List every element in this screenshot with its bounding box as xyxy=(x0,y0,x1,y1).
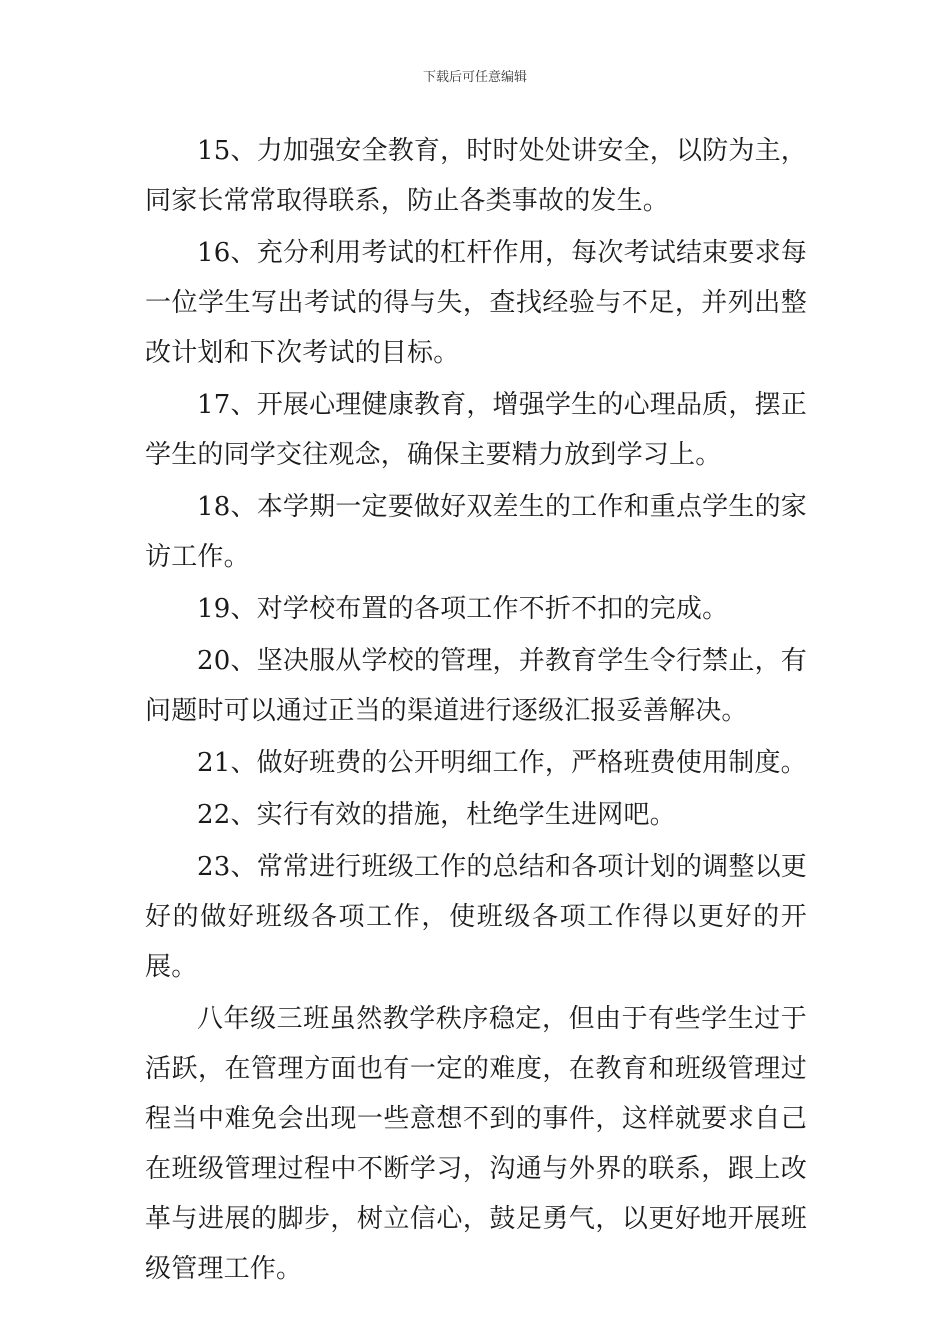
paragraph-15: 15、力加强安全教育，时时处处讲安全，以防为主，同家长常常取得联系，防止各类事故的发生。 xyxy=(145,136,807,216)
paragraph-18: 18、本学期一定要做好双差生的工作和重点学生的家访工作。 xyxy=(145,492,807,572)
paragraph-17: 17、开展心理健康教育，增强学生的心理品质，摆正学生的同学交往观念，确保主要精力放到学习上。 xyxy=(145,390,807,470)
paragraph-16: 16、充分利用考试的杠杆作用，每次考试结束要求每一位学生写出考试的得与失，查找经验与不足，并列出整改计划和下次考试的目标。 xyxy=(145,238,807,368)
paragraph-19: 19、对学校布置的各项工作不折不扣的完成。 xyxy=(197,594,729,624)
paragraph-22: 22、实行有效的措施，杜绝学生进网吧。 xyxy=(197,800,676,830)
paragraph-summary: 八年级三班虽然教学秩序稳定，但由于有些学生过于活跃，在管理方面也有一定的难度，在教育和班级管理过程当中难免会出现一些意想不到的事件，这样就要求自己在班级管理过程中不断学习，沟通与外界的联系，跟上改革与进展的脚步，树立信心，鼓足勇气，以更好地开展班级管理工作。 xyxy=(145,1004,807,1284)
document-body xyxy=(145,126,807,1296)
paragraph-20: 20、坚决服从学校的管理，并教育学生令行禁止，有问题时可以通过正当的渠道进行逐级汇报妥善解决。 xyxy=(145,646,807,726)
paragraph-21: 21、做好班费的公开明细工作，严格班费使用制度。 xyxy=(197,748,807,778)
paragraph-23: 23、常常进行班级工作的总结和各项计划的调整以更好的做好班级各项工作，使班级各项工作得以更好的开展。 xyxy=(145,852,807,982)
page-header: 下载后可任意编辑 xyxy=(422,70,527,85)
